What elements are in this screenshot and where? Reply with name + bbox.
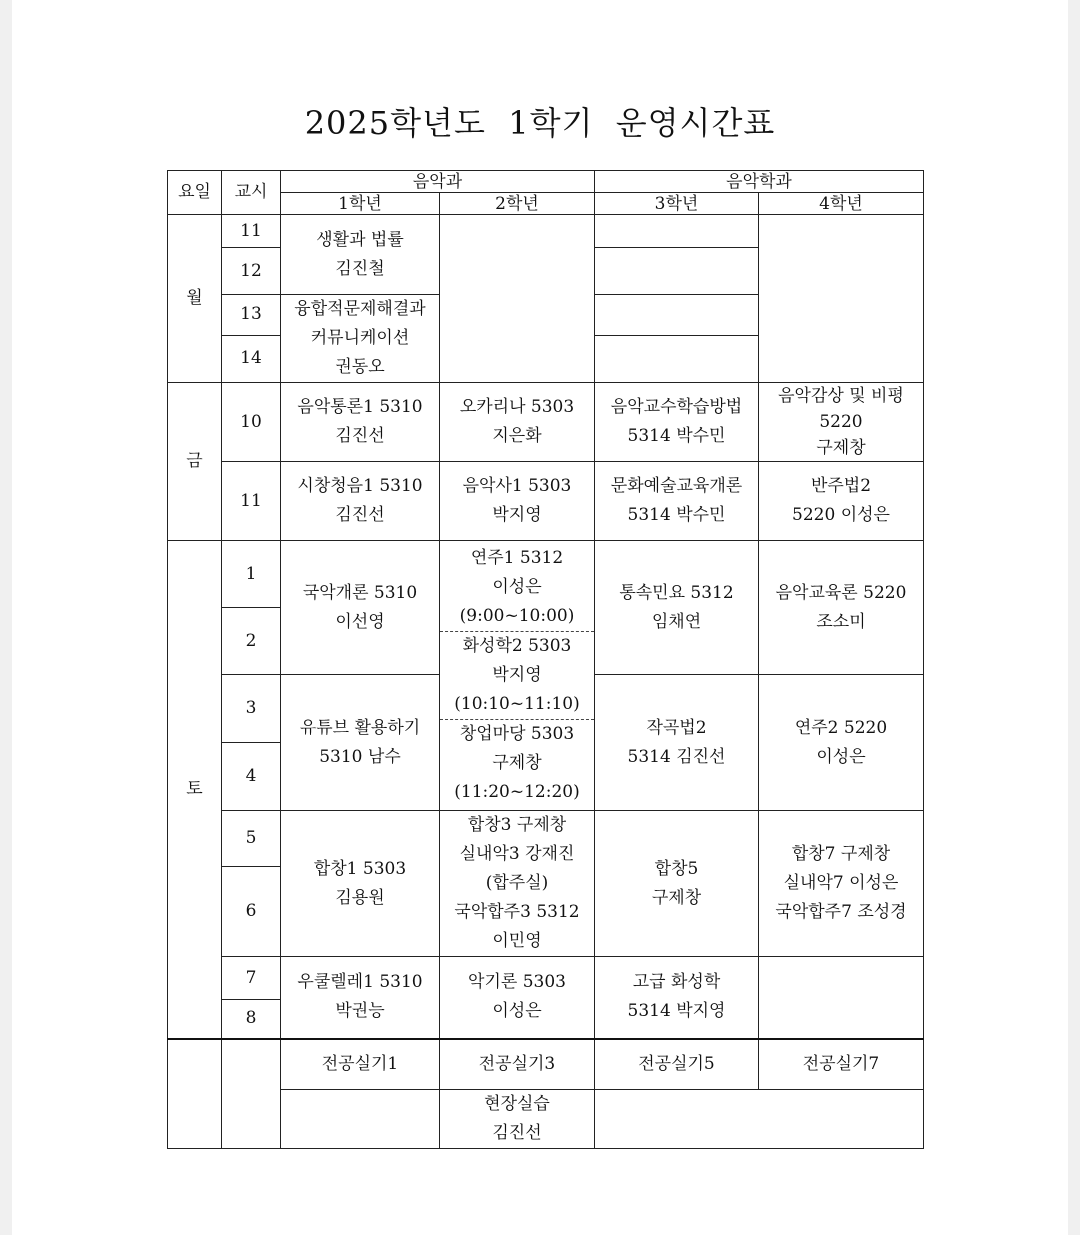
period-cell: 5 xyxy=(222,811,281,867)
header-grade-1: 1학년 xyxy=(281,193,440,215)
class-line: 이선영 xyxy=(335,611,385,632)
class-line: 합창7 구제창 xyxy=(791,844,891,864)
class-line: 음악사1 5303 xyxy=(462,476,572,496)
class-line: 현장실습 xyxy=(484,1094,550,1114)
practical-cell: 전공실기1 xyxy=(281,1039,440,1090)
class-line: 이성은 xyxy=(816,746,866,767)
class-line: 국악합주3 5312 xyxy=(454,902,580,922)
empty-cell xyxy=(281,1090,440,1149)
class-line: 반주법2 xyxy=(810,476,872,496)
period-cell: 3 xyxy=(222,675,281,743)
class-line: 우쿨렐레1 5310 xyxy=(297,972,423,993)
class-line: 음악감상 및 비평 xyxy=(778,386,904,406)
class-cell xyxy=(595,541,759,675)
class-cell xyxy=(595,462,759,541)
class-line: 지은화 xyxy=(492,426,542,446)
header-period: 교시 xyxy=(222,171,281,215)
class-cell xyxy=(759,462,924,541)
class-line: 5310 남수 xyxy=(319,746,401,767)
class-line: 조소미 xyxy=(816,611,866,632)
empty-cell xyxy=(222,1039,281,1149)
class-line: 임채연 xyxy=(651,611,702,632)
class-cell xyxy=(595,675,759,811)
period-cell: 1 xyxy=(222,541,281,608)
class-line: (합주실) xyxy=(485,873,549,893)
timetable xyxy=(167,170,924,1149)
class-line: 김용원 xyxy=(335,887,385,908)
class-line: 오카리나 5303 xyxy=(459,397,575,417)
class-line: 이성은 xyxy=(492,1001,542,1022)
class-cell xyxy=(595,957,759,1039)
empty-cell xyxy=(595,248,759,295)
period-cell: 12 xyxy=(222,248,281,295)
class-line: 박권능 xyxy=(335,1001,385,1022)
class-line: 음악통론1 5310 xyxy=(297,397,423,417)
class-line: 국악개론 5310 xyxy=(302,582,418,603)
class-line: 문화예술교육개론 xyxy=(610,476,743,496)
period-cell: 4 xyxy=(222,743,281,811)
class-line: 연주2 5220 xyxy=(794,717,888,738)
class-line: 음악교육론 5220 xyxy=(775,582,907,603)
empty-cell xyxy=(168,1039,222,1149)
class-line: 음악교수학습방법 xyxy=(610,397,743,417)
class-line: 5220 이성은 xyxy=(792,505,890,525)
class-cell xyxy=(440,957,595,1039)
class-cell xyxy=(281,541,440,675)
class-line: 박지영 xyxy=(492,505,542,525)
day-friday: 금 xyxy=(168,383,222,541)
class-line: 악기론 5303 xyxy=(468,972,566,993)
class-line: 실내악7 이성은 xyxy=(783,873,899,893)
class-line: 생활과 법률 xyxy=(316,229,404,250)
period-cell: 11 xyxy=(222,462,281,541)
class-line: 융합적문제해결과 xyxy=(294,299,426,319)
empty-cell xyxy=(595,215,759,248)
class-line: 합창5 xyxy=(654,858,699,879)
class-line: 김진철 xyxy=(335,258,385,279)
class-cell xyxy=(595,811,759,957)
class-line: 유튜브 활용하기 xyxy=(299,717,421,738)
period-cell: 14 xyxy=(222,335,281,382)
class-line: 김진선 xyxy=(335,426,385,446)
class-line: 화성학2 5303 xyxy=(462,636,572,656)
class-cell xyxy=(281,215,440,295)
practical-cell: 전공실기7 xyxy=(759,1039,924,1090)
empty-cell xyxy=(440,215,595,383)
practical-cell: 전공실기5 xyxy=(595,1039,759,1090)
class-cell xyxy=(440,811,595,957)
period-cell: 6 xyxy=(222,866,281,956)
empty-cell xyxy=(759,215,924,383)
class-line: (10:10~11:10) xyxy=(454,694,580,714)
class-line: 김진선 xyxy=(492,1123,542,1143)
class-line: 연주1 5312 xyxy=(470,548,564,568)
class-line: 5314 김진선 xyxy=(627,746,726,767)
class-line: 작곡법2 xyxy=(646,717,707,738)
page-title: 2025학년도 1학기 운영시간표 xyxy=(304,104,776,142)
class-cell xyxy=(759,811,924,957)
class-line: 권동오 xyxy=(335,357,385,377)
class-line: 5314 박수민 xyxy=(627,505,726,525)
class-line: 5314 박수민 xyxy=(627,426,726,446)
class-cell xyxy=(281,957,440,1039)
class-cell xyxy=(440,383,595,462)
class-cell xyxy=(759,675,924,811)
class-line: (9:00~10:00) xyxy=(459,606,575,626)
class-cell xyxy=(281,295,440,383)
class-cell xyxy=(440,1090,595,1149)
empty-cell xyxy=(595,335,759,382)
period-cell: 7 xyxy=(222,957,281,1000)
class-line: 커뮤니케이션 xyxy=(310,328,410,348)
period-cell: 11 xyxy=(222,215,281,248)
class-line: 5314 박지영 xyxy=(627,1001,726,1022)
class-line: (11:20~12:20) xyxy=(454,782,580,802)
class-line: 국악합주7 조성경 xyxy=(775,902,907,922)
class-line: 합창1 5303 xyxy=(313,858,407,879)
class-line: 구제창 xyxy=(651,887,702,908)
class-cell xyxy=(440,462,595,541)
class-cell xyxy=(281,383,440,462)
class-cell xyxy=(281,675,440,811)
empty-cell xyxy=(759,957,924,1039)
header-day: 요일 xyxy=(168,171,222,215)
class-cell xyxy=(759,541,924,675)
class-line: 통속민요 5312 xyxy=(619,582,734,603)
header-dept-music-studies: 음악학과 xyxy=(595,171,924,193)
class-line: 김진선 xyxy=(335,505,385,525)
class-line: 이민영 xyxy=(492,931,542,951)
class-line: 이성은 xyxy=(492,577,542,597)
header-dept-music: 음악과 xyxy=(281,171,595,193)
day-saturday: 토 xyxy=(168,541,222,1039)
period-cell: 8 xyxy=(222,1000,281,1039)
class-line: 창업마당 5303 xyxy=(459,724,575,744)
class-line: 박지영 xyxy=(492,665,542,685)
empty-cell xyxy=(595,295,759,336)
class-cell xyxy=(281,811,440,957)
class-line: 5220 xyxy=(819,412,863,432)
practical-cell: 전공실기3 xyxy=(440,1039,595,1090)
class-cell xyxy=(281,462,440,541)
header-grade-2: 2학년 xyxy=(440,193,595,215)
class-line: 합창3 구제창 xyxy=(467,815,567,835)
period-cell: 10 xyxy=(222,383,281,462)
header-grade-4: 4학년 xyxy=(759,193,924,215)
period-cell: 13 xyxy=(222,295,281,336)
class-cell xyxy=(595,383,759,462)
period-cell: 2 xyxy=(222,608,281,675)
empty-cell xyxy=(595,1090,924,1149)
class-cell-split xyxy=(440,541,595,811)
class-line: 실내악3 강재진 xyxy=(459,844,575,864)
class-line: 구제창 xyxy=(492,753,542,773)
class-line: 고급 화성학 xyxy=(632,972,721,993)
class-line: 시창청음1 5310 xyxy=(297,476,423,496)
day-monday: 월 xyxy=(168,215,222,383)
class-cell xyxy=(759,383,924,462)
class-line: 구제창 xyxy=(816,438,866,458)
header-grade-3: 3학년 xyxy=(595,193,759,215)
